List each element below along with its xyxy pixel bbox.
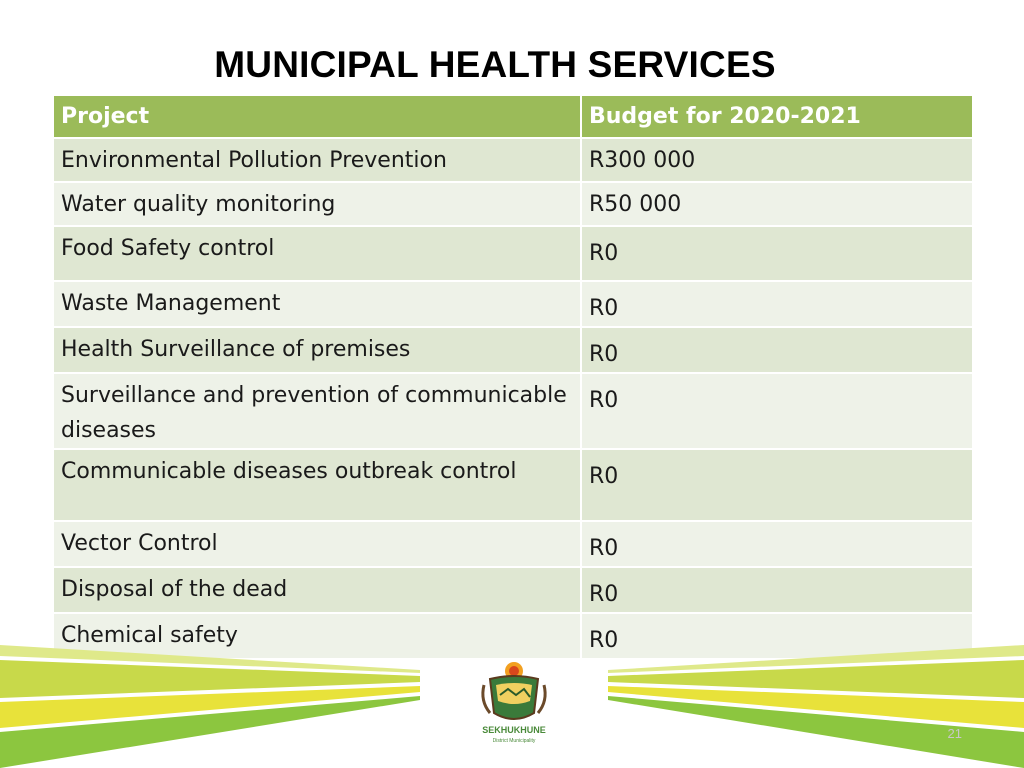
project-cell: Waste Management (53, 281, 581, 327)
budget-cell: R0 (581, 521, 973, 567)
table-row (53, 373, 973, 449)
project-cell: Chemical safety (53, 613, 581, 659)
project-cell: Surveillance and prevention of communicable diseases (53, 373, 581, 449)
table-row (53, 521, 973, 567)
table-row (53, 449, 973, 521)
budget-cell: R0 (581, 449, 973, 521)
slide-number: 21 (947, 726, 962, 741)
logo-name: SEKHUKHUNE (482, 725, 546, 735)
logo-subtitle: District Municipality (492, 738, 536, 744)
table-row (53, 567, 973, 613)
project-cell: Communicable diseases outbreak control (53, 449, 581, 521)
project-cell: Water quality monitoring (53, 182, 581, 226)
table-row (53, 281, 973, 327)
project-cell: Food Safety control (53, 226, 581, 281)
table-row (53, 138, 973, 182)
project-cell: Environmental Pollution Prevention (53, 138, 581, 182)
sekhukhune-logo (476, 655, 552, 747)
budget-cell: R300 000 (581, 138, 973, 182)
budget-cell: R50 000 (581, 182, 973, 226)
table-row (53, 327, 973, 373)
budget-cell: R0 (581, 226, 973, 281)
budget-cell: R0 (581, 281, 973, 327)
project-cell: Vector Control (53, 521, 581, 567)
table-header-row (53, 95, 973, 138)
budget-cell: R0 (581, 327, 973, 373)
budget-cell: R0 (581, 373, 973, 449)
slide-title: MUNICIPAL HEALTH SERVICES (214, 44, 776, 85)
header-project: Project (53, 95, 581, 138)
budget-cell: R0 (581, 567, 973, 613)
budget-cell: R0 (581, 613, 973, 659)
table-row (53, 226, 973, 281)
project-cell: Disposal of the dead (53, 567, 581, 613)
project-cell: Health Surveillance of premises (53, 327, 581, 373)
table-row (53, 182, 973, 226)
budget-table (52, 94, 974, 660)
header-budget: Budget for 2020-2021 (581, 95, 973, 138)
